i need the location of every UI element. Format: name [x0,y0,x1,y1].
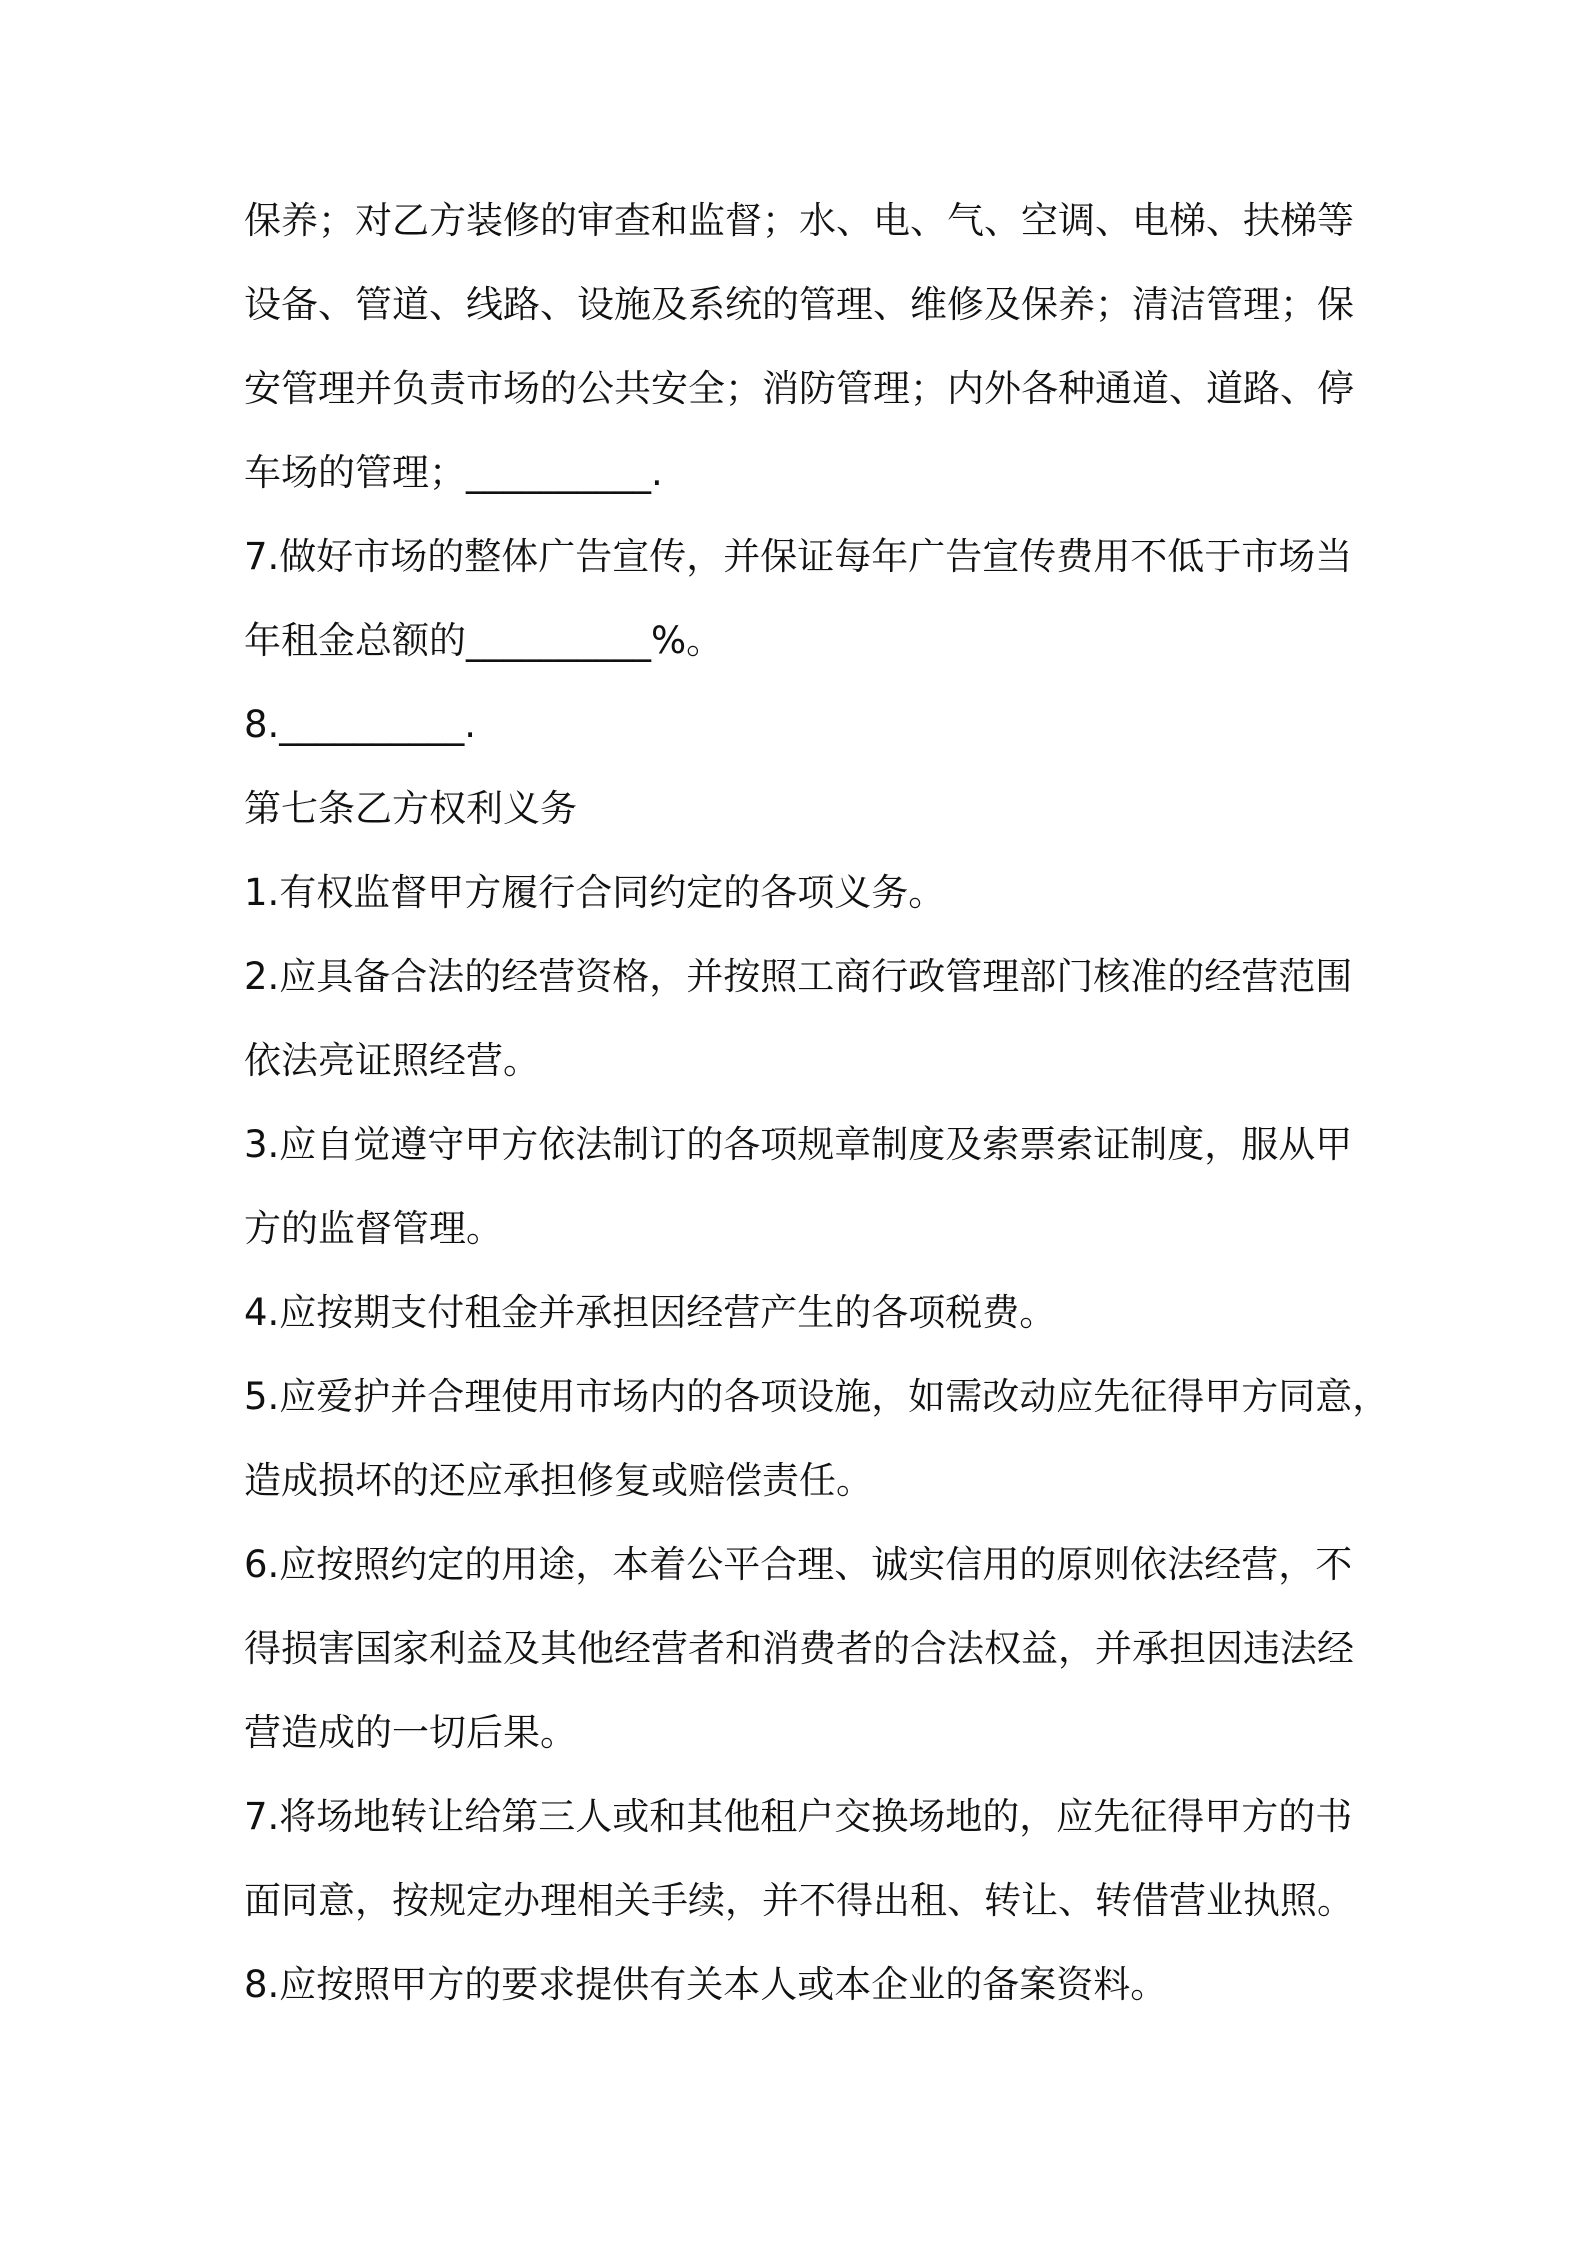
text-line: 安管理并负责市场的公共安全；消防管理；内外各种通道、道路、停 [244,367,1354,410]
text-line: 造成损坏的还应承担修复或赔偿责任。 [244,1459,873,1502]
text-line: 7.将场地转让给第三人或和其他租户交换场地的，应先征得甲方的书 [244,1795,1353,1838]
text-line: 设备、管道、线路、设施及系统的管理、维修及保养；清洁管理；保 [244,283,1354,326]
text-line: 1.有权监督甲方履行合同约定的各项义务。 [244,871,946,914]
text-line: 3.应自觉遵守甲方依法制订的各项规章制度及索票索证制度，服从甲 [244,1123,1353,1166]
text-line: 5.应爱护并合理使用市场内的各项设施，如需改动应先征得甲方同意， [244,1375,1390,1418]
text-line: 6.应按照约定的用途，本着公平合理、诚实信用的原则依法经营，不 [244,1543,1353,1586]
text-line: 营造成的一切后果。 [244,1711,577,1754]
text-line: 年租金总额的__________%。 [244,619,724,662]
text-line: 2.应具备合法的经营资格，并按照工商行政管理部门核准的经营范围 [244,955,1353,998]
text-line: 8.__________. [244,703,477,746]
text-line: 依法亮证照经营。 [244,1039,540,1082]
text-line: 8.应按照甲方的要求提供有关本人或本企业的备案资料。 [244,1963,1168,2006]
text-line: 面同意，按规定办理相关手续，并不得出租、转让、转借营业执照。 [244,1879,1354,1922]
text-line: 车场的管理；__________. [244,451,663,494]
text-line: 保养；对乙方装修的审查和监督；水、电、气、空调、电梯、扶梯等 [244,199,1354,242]
section-heading: 第七条乙方权利义务 [244,787,577,830]
text-line: 方的监督管理。 [244,1207,503,1250]
text-line: 4.应按期支付租金并承担因经营产生的各项税费。 [244,1291,1057,1334]
text-line: 7.做好市场的整体广告宣传，并保证每年广告宣传费用不低于市场当 [244,535,1353,578]
text-line: 得损害国家利益及其他经营者和消费者的合法权益，并承担因违法经 [244,1627,1354,1670]
